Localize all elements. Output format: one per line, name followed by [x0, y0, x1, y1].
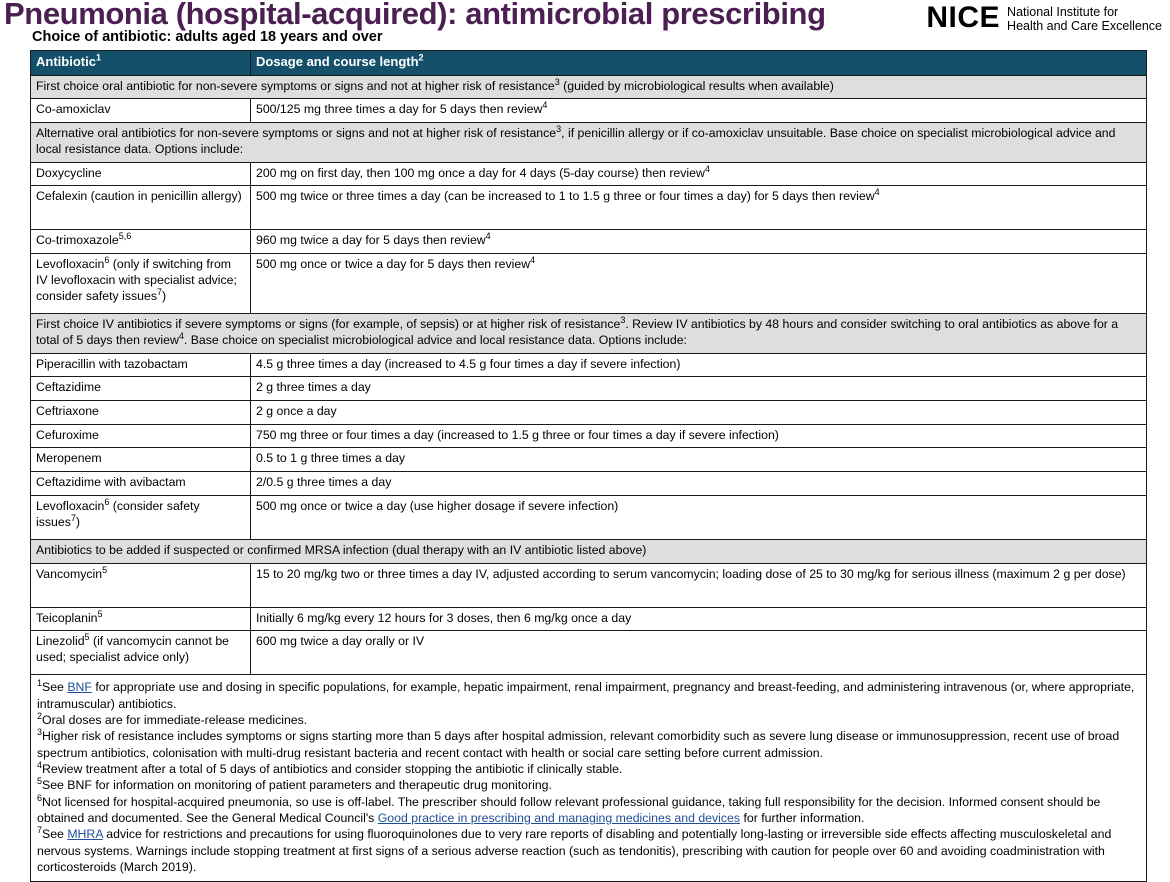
footnotes-cell — [31, 675, 1147, 881]
table-head — [31, 51, 1147, 76]
cell-antibiotic: Meropenem — [31, 448, 251, 472]
table-row — [31, 607, 1147, 631]
cell-dosage: 200 mg on first day, then 100 mg once a day for 4 days (5-day course) then review$^4$ — [251, 162, 1147, 186]
table-row — [31, 186, 1147, 230]
table-row — [31, 230, 1147, 254]
table-section-heading-row — [31, 123, 1147, 162]
cell-dosage: 500/125 mg three times a day for 5 days then review$^4$ — [251, 99, 1147, 123]
cell-antibiotic: Cefuroxime — [31, 424, 251, 448]
table-row — [31, 448, 1147, 472]
table-row — [31, 563, 1147, 607]
footnote-marker: 4 — [874, 187, 880, 198]
column-header-antibiotic: Antibiotic$^1$ — [31, 51, 251, 76]
cell-antibiotic: Levofloxacin$^6$ (only if switching from IV levofloxacin with specialist advice; consider safety issues$^7$) — [31, 254, 251, 314]
footnote-item: $^3$Higher risk of resistance includes symptoms or signs starting more than 5 days after hospital admission, relevant comorbidity such as severe lung disease or immunosuppression, recent use of broad spectrum antibiotics, colonisation with multi-drug resistant bacteria and recent contact with health or social care setting before current admission. — [37, 727, 1120, 760]
cell-antibiotic: Vancomycin$^5$ — [31, 563, 251, 607]
table-row — [31, 424, 1147, 448]
footnote-marker: 5 — [102, 564, 108, 575]
cell-dosage: Initially 6 mg/kg every 12 hours for 3 doses, then 6 mg/kg once a day — [251, 607, 1147, 631]
footnote-marker: 5 — [84, 632, 90, 643]
cell-antibiotic: Teicoplanin$^5$ — [31, 607, 251, 631]
page-subtitle: Choice of antibiotic: adults aged 18 years and over — [32, 29, 383, 45]
footnote-marker: 6 — [37, 792, 43, 803]
table-section-heading-row — [31, 314, 1147, 353]
footnote-marker: 4 — [178, 330, 184, 341]
table-header-row — [31, 51, 1147, 76]
footnote-marker: 3 — [556, 124, 562, 134]
cell-dosage: 750 mg three or four times a day (increased to 1.5 g three or four times a day if severe infection) — [251, 424, 1147, 448]
antibiotic-choice-table — [30, 50, 1147, 882]
footnote-item: $^4$Review treatment after a total of 5 days of antibiotics and consider stopping the antibiotic if clinically stable. — [37, 760, 623, 777]
footnote-marker: 5 — [37, 776, 43, 787]
cell-dosage: 2 g three times a day — [251, 377, 1147, 401]
table-body — [31, 75, 1147, 881]
reference-link[interactable]: MHRA — [67, 827, 103, 842]
footnote-marker: 4 — [542, 100, 548, 111]
footnotes-row — [31, 675, 1147, 881]
footnote-marker: 1 — [37, 678, 43, 689]
cell-dosage: 2/0.5 g three times a day — [251, 472, 1147, 496]
nice-logo-mark: NICE — [926, 1, 1001, 34]
footnote-marker: 4 — [37, 760, 43, 770]
table-row — [31, 400, 1147, 424]
table-row — [31, 353, 1147, 377]
footnote-marker: 2 — [37, 710, 43, 721]
reference-link[interactable]: BNF — [67, 680, 92, 695]
cell-antibiotic: Levofloxacin$^6$ (consider safety issues$^7$) — [31, 495, 251, 539]
cell-dosage: 4.5 g three times a day (increased to 4.5 g four times a day if severe infection) — [251, 353, 1147, 377]
cell-antibiotic: Ceftriaxone — [31, 400, 251, 424]
table-row — [31, 254, 1147, 314]
antibiotic-table-container — [30, 50, 1147, 882]
footnote-marker: 4 — [530, 254, 536, 265]
page-title: Pneumonia (hospital-acquired): antimicrobial prescribing — [4, 0, 826, 31]
footnote-marker: 6 — [104, 496, 110, 507]
footnote-marker: 6 — [104, 254, 110, 265]
footnote-marker: 5 — [97, 608, 103, 619]
nice-logo-line1: National Institute for — [1007, 5, 1119, 19]
footnote-marker: 4 — [485, 231, 491, 242]
cell-antibiotic: Linezolid$^5$ (if vancomycin cannot be used; specialist advice only) — [31, 631, 251, 675]
table-section-heading-cell: First choice oral antibiotic for non-severe symptoms or signs and not at higher risk of resistance$^3$ (guided by microbiological results when available) — [31, 75, 1147, 99]
nice-logo-line2: Health and Care Excellence — [1007, 19, 1162, 33]
footnote-marker: 7 — [156, 286, 162, 297]
footnote-marker: 7 — [37, 825, 43, 836]
footnote-item: $^2$Oral doses are for immediate-release medicines. — [37, 710, 308, 728]
table-row — [31, 162, 1147, 186]
cell-dosage: 0.5 to 1 g three times a day — [251, 448, 1147, 472]
cell-dosage: 960 mg twice a day for 5 days then review$^4$ — [251, 230, 1147, 254]
cell-dosage: 15 to 20 mg/kg two or three times a day IV, adjusted according to serum vancomycin; loading dose of 25 to 30 mg/kg for serious illness (maximum 2 g per dose) — [251, 563, 1147, 607]
cell-antibiotic: Ceftazidime with avibactam — [31, 472, 251, 496]
nice-logo-subtitle — [1007, 2, 1162, 33]
cell-antibiotic: Cefalexin (caution in penicillin allergy) — [31, 186, 251, 230]
table-section-heading-row — [31, 75, 1147, 99]
nice-logo — [926, 2, 1162, 34]
reference-link[interactable]: Good practice in prescribing and managing medicines and devices — [377, 811, 741, 826]
footnote-marker: 3 — [37, 727, 43, 738]
table-section-heading-cell: First choice IV antibiotics if severe symptoms or signs (for example, of sepsis) or at higher risk of resistance$^3$. Review IV antibiotics by 48 hours and consider switching to oral antibiotics as above for a total of 5 days then review$^4$. Base choice on specialist microbiological advice and local resistance data. Options include: — [31, 314, 1147, 353]
cell-dosage: 500 mg twice or three times a day (can be increased to 1 to 1.5 g three or four times a day) for 5 days then review$^4$ — [251, 186, 1147, 230]
cell-dosage: 600 mg twice a day orally or IV — [251, 631, 1147, 675]
table-row — [31, 99, 1147, 123]
footnote-item: $^6$Not licensed for hospital-acquired pneumonia, so use is off-label. The prescriber should follow relevant professional guidance, taking full responsibility for the decision. Informed consent should be obtained and documented. See the General Medical Council's Good practice in prescribing and managing medicines and devices for further information. — [37, 792, 1101, 826]
table-row — [31, 472, 1147, 496]
column-header-dosage: Dosage and course length$^2$ — [251, 51, 1147, 76]
footnote-item: $^7$See MHRA advice for restrictions and precautions for using fluoroquinolones due to very rare reports of disabling and potentially long-lasting or irreversible side effects affecting musculoskeletal and nervous systems. Warnings include stopping treatment at first signs of a serious adverse reaction (such as tendonitis), prescribing with caution for people over 60 and avoiding coadministration with corticosteroids (March 2019). — [37, 825, 1112, 875]
cell-dosage: 500 mg once or twice a day for 5 days then review$^4$ — [251, 254, 1147, 314]
footnotes-list — [37, 679, 1140, 875]
footnote-marker: 7 — [70, 512, 76, 523]
table-section-heading-cell: Antibiotics to be added if suspected or confirmed MRSA infection (dual therapy with an IV antibiotic listed above) — [31, 539, 1147, 563]
document-header — [0, 0, 1170, 46]
footnote-marker: 3 — [554, 76, 560, 87]
table-row — [31, 495, 1147, 539]
footnote-marker: 5,6 — [118, 231, 132, 242]
table-section-heading-cell: Alternative oral antibiotics for non-severe symptoms or signs and not at higher risk of resistance$^3$, if penicillin allergy or if co-amoxiclav unsuitable. Base choice on specialist microbiological advice and local resistance data. Options include: — [31, 123, 1147, 162]
cell-antibiotic: Co-trimoxazole$^{5,6}$ — [31, 230, 251, 254]
cell-dosage: 500 mg once or twice a day (use higher dosage if severe infection) — [251, 495, 1147, 539]
footnote-item: $^1$See BNF for appropriate use and dosing in specific populations, for example, hepatic impairment, renal impairment, pregnancy and breast-feeding, and administering intravenous (or, where appropriate, intramuscular) antibiotics. — [37, 678, 1135, 711]
table-row — [31, 377, 1147, 401]
cell-antibiotic: Piperacillin with tazobactam — [31, 353, 251, 377]
cell-antibiotic: Ceftazidime — [31, 377, 251, 401]
table-row — [31, 631, 1147, 675]
cell-antibiotic: Doxycycline — [31, 162, 251, 186]
footnote-marker: 1 — [95, 52, 101, 63]
cell-antibiotic: Co-amoxiclav — [31, 99, 251, 123]
footnote-item: $^5$See BNF for information on monitoring of patient parameters and therapeutic drug monitoring. — [37, 776, 552, 793]
footnote-marker: 2 — [418, 52, 424, 63]
footnote-marker: 3 — [620, 314, 626, 325]
cell-dosage: 2 g once a day — [251, 400, 1147, 424]
table-section-heading-row — [31, 539, 1147, 563]
footnote-marker: 4 — [704, 163, 710, 174]
